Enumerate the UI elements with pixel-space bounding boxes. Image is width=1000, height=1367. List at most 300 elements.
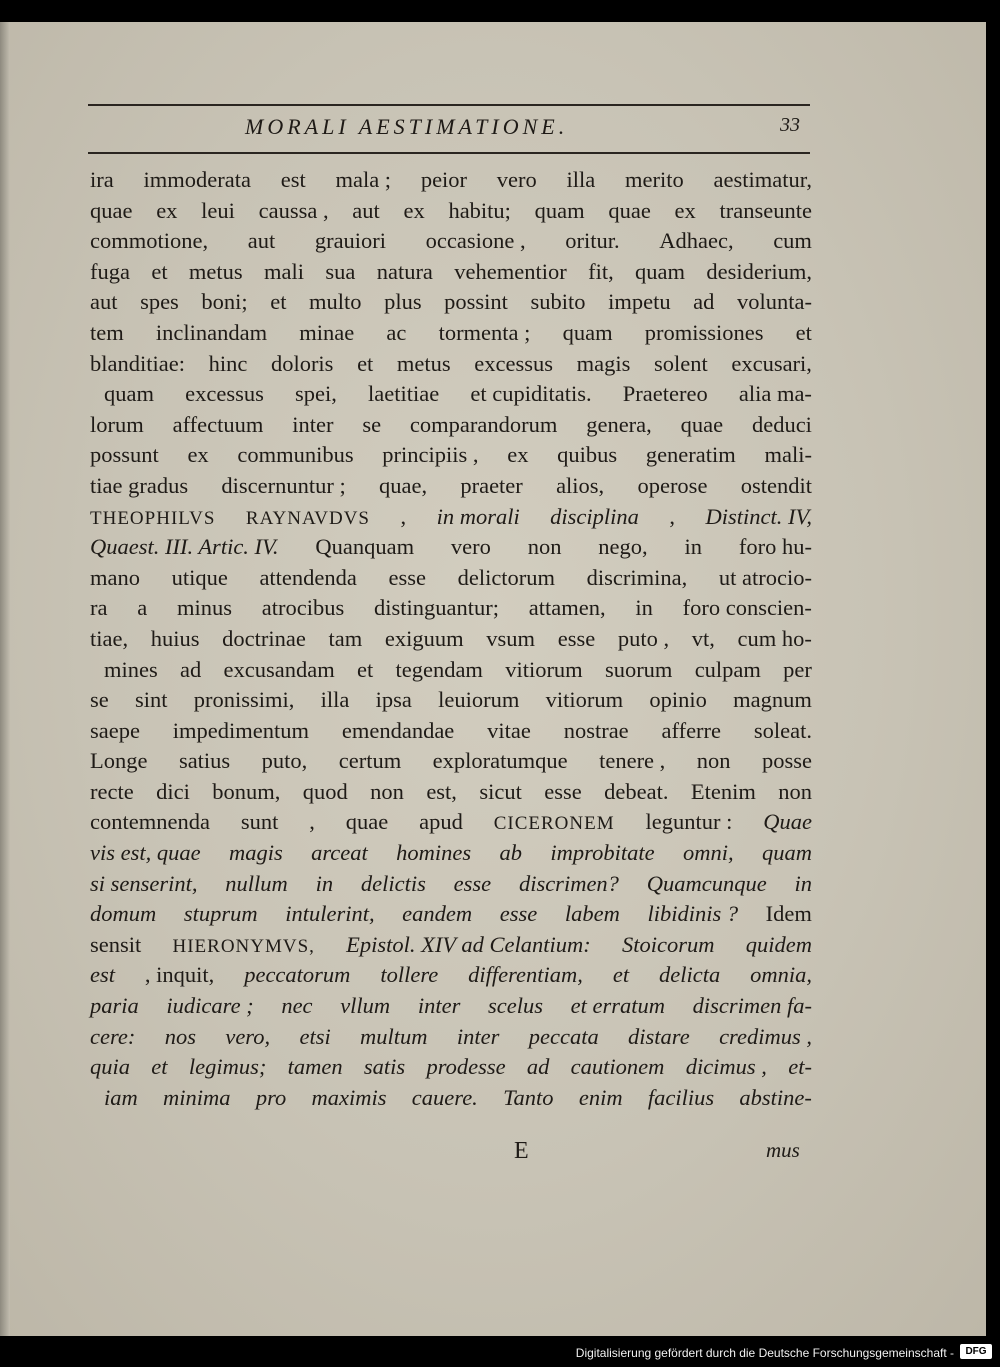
text-word: cautionem xyxy=(570,1054,665,1080)
text-word: natura xyxy=(376,258,433,284)
text-word: discrimen? xyxy=(518,870,619,896)
text-line xyxy=(90,746,812,777)
text-word: excessus xyxy=(185,381,264,407)
text-word: cum ho- xyxy=(737,625,812,651)
text-word: magis xyxy=(576,350,631,376)
text-word: aut xyxy=(247,228,276,254)
dfg-logo: DFG xyxy=(960,1344,992,1359)
text-word: delictorum xyxy=(457,564,556,590)
text-line xyxy=(90,226,812,257)
text-word: Distinct. IV, xyxy=(705,503,812,529)
text-line xyxy=(90,807,812,838)
text-word: utique xyxy=(171,564,228,590)
text-word: tam xyxy=(328,625,363,651)
text-word: et xyxy=(151,1054,168,1080)
text-line xyxy=(90,655,812,686)
text-word: RAYNAVDVS xyxy=(245,507,370,529)
text-word: delicta xyxy=(658,962,721,988)
text-word: genera, xyxy=(586,411,652,437)
text-word: domum xyxy=(90,901,157,927)
text-word: in xyxy=(635,595,653,621)
text-word: quae xyxy=(680,411,724,437)
text-line xyxy=(90,410,812,441)
text-word: ostendit xyxy=(740,472,812,498)
text-word: et xyxy=(151,258,168,284)
text-word: caussa , xyxy=(258,197,329,223)
text-word: Quae xyxy=(763,809,812,835)
text-word: oritur. xyxy=(565,228,620,254)
text-word: esse xyxy=(453,870,492,896)
text-word: magnum xyxy=(733,687,812,713)
text-line xyxy=(90,532,812,563)
text-word: leguntur : xyxy=(645,809,733,835)
body-text xyxy=(90,165,812,1113)
text-word: prodesse xyxy=(426,1054,506,1080)
text-word: sensit xyxy=(90,931,142,957)
text-word: transeunte xyxy=(719,197,812,223)
text-line xyxy=(90,1052,812,1083)
text-word: excusari, xyxy=(731,350,812,376)
text-word: lorum xyxy=(90,411,144,437)
text-word: Quamcunque xyxy=(646,870,767,896)
text-word: boni; xyxy=(201,289,248,315)
text-word: immoderata xyxy=(143,167,251,192)
text-word: metus xyxy=(188,258,243,284)
text-line xyxy=(90,287,812,318)
text-word: Stoicorum xyxy=(621,931,715,957)
text-word: differentiam, xyxy=(468,962,583,988)
text-word: spes xyxy=(140,289,179,315)
text-line xyxy=(90,930,812,961)
text-word: legimus; xyxy=(188,1054,267,1080)
text-word: multo xyxy=(309,289,362,315)
text-word: vero, xyxy=(225,1023,271,1049)
text-line xyxy=(90,349,812,380)
text-word: , xyxy=(669,503,676,529)
text-word: satius xyxy=(178,748,231,774)
text-word: et erratum xyxy=(570,993,665,1019)
text-word: stuprum xyxy=(183,901,258,927)
text-word: facilius xyxy=(647,1084,715,1110)
text-word: culpam xyxy=(694,656,761,682)
text-word: per xyxy=(783,656,812,682)
digitization-credit: Digitalisierung gefördert durch die Deutsche Forschungsgemeinschaft - xyxy=(575,1346,954,1360)
text-word: minus xyxy=(176,595,232,621)
text-word: vitiorum xyxy=(545,687,624,713)
text-word: cere: xyxy=(90,1023,136,1049)
text-word: mala ; xyxy=(335,167,392,192)
text-word: quidem xyxy=(745,931,812,957)
text-word: aut xyxy=(90,289,118,315)
text-word: doloris xyxy=(270,350,334,376)
text-word: se xyxy=(362,411,382,437)
header-rule-top xyxy=(88,104,810,106)
text-word: vis est, quae xyxy=(90,840,201,866)
text-word: saepe xyxy=(90,717,140,743)
text-word: excusandam xyxy=(223,656,335,682)
text-word: eandem xyxy=(402,901,473,927)
text-word: ipsa xyxy=(375,687,412,713)
text-word: ad xyxy=(180,656,202,682)
text-word: hinc xyxy=(208,350,248,376)
text-word: ex xyxy=(674,197,696,223)
text-word: operose xyxy=(637,472,708,498)
text-word: paria xyxy=(90,993,139,1019)
text-word: quae xyxy=(90,197,133,223)
text-word: possint xyxy=(444,289,508,315)
text-word: quibus xyxy=(557,442,618,468)
text-word: intulerint, xyxy=(285,901,375,927)
text-word: discrimina, xyxy=(586,564,688,590)
text-word: alios, xyxy=(556,472,605,498)
text-line xyxy=(90,379,812,410)
text-word: omni, xyxy=(682,840,734,866)
text-word: discrimen fa- xyxy=(692,993,812,1019)
text-word: quam xyxy=(534,197,585,223)
text-word: ab xyxy=(499,840,523,866)
text-word: impedimentum xyxy=(172,717,310,743)
text-word: exiguum xyxy=(384,625,464,651)
text-word: ex xyxy=(403,197,425,223)
text-line xyxy=(90,716,812,747)
text-word: deduci xyxy=(751,411,812,437)
text-word: foro conscien- xyxy=(682,595,812,621)
text-word: sunt xyxy=(240,809,279,835)
text-word: nec xyxy=(281,993,313,1019)
text-word: , xyxy=(309,809,315,835)
text-word: aestimatur, xyxy=(713,167,812,192)
text-word: alia ma- xyxy=(738,381,812,407)
text-word: subito xyxy=(530,289,586,315)
text-word: attamen, xyxy=(528,595,606,621)
text-word: leui xyxy=(201,197,235,223)
text-line xyxy=(90,1083,812,1114)
text-word: inter xyxy=(456,1023,500,1049)
text-line xyxy=(90,440,812,471)
text-word: emendandae xyxy=(341,717,455,743)
text-word: arceat xyxy=(311,840,368,866)
text-word: illa xyxy=(566,167,596,192)
header-rule-bottom xyxy=(88,152,810,154)
text-word: affectuum xyxy=(172,411,264,437)
text-word: et- xyxy=(788,1054,812,1080)
text-word: ut atrocio- xyxy=(718,564,812,590)
text-word: generatim xyxy=(645,442,736,468)
text-line xyxy=(90,777,812,808)
catchword: mus xyxy=(766,1138,800,1162)
text-word: se xyxy=(90,687,109,713)
text-word: atrocibus xyxy=(261,595,345,621)
text-word: ac xyxy=(386,319,407,345)
text-word: non xyxy=(778,778,812,804)
text-word: nos xyxy=(164,1023,196,1049)
text-word: quod xyxy=(302,778,348,804)
text-word: abstine- xyxy=(739,1084,812,1110)
text-word: vitiorum xyxy=(505,656,583,682)
text-word: afferre xyxy=(661,717,722,743)
text-line xyxy=(90,991,812,1022)
text-line xyxy=(90,471,812,502)
text-word: pro xyxy=(255,1084,287,1110)
text-word: delictis xyxy=(360,870,426,896)
text-word: tollere xyxy=(380,962,439,988)
book-page xyxy=(0,22,986,1336)
text-word: in morali xyxy=(436,503,520,529)
text-word: habitu; xyxy=(448,197,511,223)
text-word: libidinis ? xyxy=(647,901,739,927)
text-word: vero xyxy=(496,167,537,192)
text-word: inclinandam xyxy=(155,319,268,345)
text-word: esse xyxy=(499,901,538,927)
text-line xyxy=(90,899,812,930)
text-word: , xyxy=(400,503,407,529)
text-word: tiae gradus xyxy=(90,472,189,498)
text-word: aut xyxy=(352,197,380,223)
text-word: satis xyxy=(363,1054,406,1080)
text-word: est, xyxy=(426,778,457,804)
text-word: esse xyxy=(557,625,596,651)
text-word: mines xyxy=(104,656,158,682)
text-word: tenere , xyxy=(599,748,666,774)
text-word: CICERONEM xyxy=(493,813,615,835)
text-word: Idem xyxy=(765,901,812,927)
text-word: contemnenda xyxy=(90,809,210,835)
text-word: desiderium, xyxy=(706,258,812,284)
text-word: apud xyxy=(419,809,463,835)
text-word: sicut xyxy=(479,778,522,804)
text-word: plus xyxy=(384,289,422,315)
text-word: ex xyxy=(156,197,178,223)
text-word: soleat. xyxy=(753,717,812,743)
text-line xyxy=(90,869,812,900)
text-word: quae xyxy=(608,197,651,223)
text-word: et xyxy=(270,289,287,315)
text-word: cum xyxy=(773,228,812,254)
text-word: Tanto xyxy=(503,1084,554,1110)
text-word: a xyxy=(137,595,148,621)
text-word: ra xyxy=(90,595,108,621)
text-word: commotione, xyxy=(90,228,209,254)
text-word: cauere. xyxy=(411,1084,478,1110)
text-word: quam xyxy=(635,258,686,284)
text-word: leuiorum xyxy=(438,687,520,713)
text-line xyxy=(90,563,812,594)
text-word: tem xyxy=(90,319,124,345)
text-word: bonum, xyxy=(212,778,281,804)
text-word: quam xyxy=(104,381,154,407)
text-word: multum xyxy=(360,1023,428,1049)
text-word: distinguantur; xyxy=(373,595,499,621)
text-word: Adhaec, xyxy=(659,228,734,254)
text-word: puto , xyxy=(617,625,670,651)
text-word: exploratumque xyxy=(432,748,568,774)
text-word: debeat. xyxy=(604,778,669,804)
text-word: mali- xyxy=(764,442,812,468)
text-word: vsum xyxy=(486,625,536,651)
text-word: dici xyxy=(156,778,190,804)
text-word: et xyxy=(356,656,374,682)
text-word: tormenta ; xyxy=(438,319,531,345)
text-word: Etenim xyxy=(690,778,756,804)
text-word: in xyxy=(315,870,334,896)
text-word: grauiori xyxy=(314,228,387,254)
text-word: fit, xyxy=(588,258,614,284)
text-word: tamen xyxy=(287,1054,343,1080)
text-word: labem xyxy=(564,901,620,927)
text-word: enim xyxy=(578,1084,623,1110)
signature-mark: E xyxy=(514,1138,530,1164)
text-word: esse xyxy=(544,778,582,804)
text-word: principiis , xyxy=(382,442,479,468)
text-word: solent xyxy=(653,350,708,376)
text-word: quae xyxy=(345,809,389,835)
text-word: quam xyxy=(761,840,812,866)
text-word: sua xyxy=(325,258,356,284)
running-title: MORALI AESTIMATIONE. xyxy=(245,114,569,139)
text-word: distare xyxy=(628,1023,690,1049)
text-line xyxy=(90,502,812,533)
text-word: nullum xyxy=(225,870,288,896)
text-word: non xyxy=(370,778,404,804)
text-word: promissiones xyxy=(644,319,764,345)
text-word: et xyxy=(612,962,630,988)
text-word: vero xyxy=(450,534,491,560)
text-word: volunta- xyxy=(736,289,812,315)
text-word: HIERONYMVS, xyxy=(172,935,315,957)
text-word: tegendam xyxy=(395,656,483,682)
text-line xyxy=(90,685,812,716)
text-word: sint xyxy=(135,687,168,713)
text-word: suorum xyxy=(604,656,673,682)
text-line xyxy=(90,165,812,196)
text-word: scelus xyxy=(487,993,543,1019)
text-word: minae xyxy=(299,319,355,345)
text-line xyxy=(90,318,812,349)
text-word: Epistol. XIV ad Celantium: xyxy=(346,931,591,957)
text-word: disciplina xyxy=(550,503,639,529)
text-word: spei, xyxy=(295,381,337,407)
text-word: iam xyxy=(104,1084,138,1110)
text-word: THEOPHILVS xyxy=(90,507,216,529)
text-line xyxy=(90,624,812,655)
text-line xyxy=(90,960,812,991)
text-word: fuga xyxy=(90,258,130,284)
text-line xyxy=(90,1022,812,1053)
text-word: Quaest. III. Artic. IV. xyxy=(90,534,279,560)
text-word: merito xyxy=(625,167,684,192)
text-word: nostrae xyxy=(563,717,629,743)
text-word: et xyxy=(795,319,812,345)
text-word: attendenda xyxy=(259,564,357,590)
text-word: impetu xyxy=(608,289,671,315)
text-word: et xyxy=(357,350,374,376)
text-word: communibus xyxy=(237,442,354,468)
text-line xyxy=(90,196,812,227)
text-word: peior xyxy=(420,167,468,192)
text-word: credimus , xyxy=(719,1023,812,1049)
text-word: doctrinae xyxy=(222,625,306,651)
text-word: comparandorum xyxy=(409,411,558,437)
text-word: non xyxy=(696,748,731,774)
text-word: dicimus , xyxy=(685,1054,767,1080)
text-word: peccatorum xyxy=(244,962,351,988)
text-word: in xyxy=(684,534,703,560)
text-word: puto, xyxy=(261,748,308,774)
text-word: non xyxy=(527,534,562,560)
text-word: Longe xyxy=(90,748,148,774)
text-word: vitae xyxy=(487,717,531,743)
text-word: si senserint, xyxy=(90,870,198,896)
text-word: quam xyxy=(562,319,613,345)
text-word: et cupiditatis. xyxy=(470,381,592,407)
text-word: tiae, xyxy=(90,625,129,651)
text-word: quia xyxy=(90,1054,131,1080)
text-word: , inquit, xyxy=(144,962,215,988)
text-word: possunt xyxy=(90,442,159,468)
text-word: ex xyxy=(507,442,529,468)
text-word: iudicare ; xyxy=(166,993,254,1019)
text-word: Praetereo xyxy=(622,381,708,407)
text-word: omnia, xyxy=(750,962,812,988)
page-number: 33 xyxy=(780,114,800,136)
text-word: ira xyxy=(90,167,114,192)
text-word: homines xyxy=(396,840,472,866)
text-word: pronissimi, xyxy=(193,687,295,713)
text-word: recte xyxy=(90,778,134,804)
text-word: ad xyxy=(526,1054,550,1080)
scan-credit-bar xyxy=(0,1336,1000,1367)
text-word: praeter xyxy=(460,472,523,498)
text-word: illa xyxy=(320,687,350,713)
text-word: minima xyxy=(163,1084,231,1110)
text-word: est xyxy=(90,962,115,988)
text-word: huius xyxy=(150,625,200,651)
text-word: ad xyxy=(693,289,715,315)
text-word: mali xyxy=(264,258,305,284)
text-word: quae, xyxy=(378,472,428,498)
text-word: improbitate xyxy=(550,840,655,866)
text-word: etsi xyxy=(299,1023,331,1049)
text-word: blanditiae: xyxy=(90,350,185,376)
text-line xyxy=(90,838,812,869)
text-word: foro hu- xyxy=(738,534,812,560)
text-word: laetitiae xyxy=(368,381,440,407)
text-word: metus xyxy=(396,350,451,376)
text-word: est xyxy=(280,167,306,192)
text-word: occasione , xyxy=(425,228,526,254)
text-word: ex xyxy=(187,442,209,468)
text-word: discernuntur ; xyxy=(221,472,346,498)
text-word: vt, xyxy=(691,625,715,651)
text-line xyxy=(90,257,812,288)
text-word: excessus xyxy=(474,350,554,376)
text-word: in xyxy=(794,870,812,896)
text-word: nego, xyxy=(598,534,648,560)
text-word: vehementior xyxy=(454,258,567,284)
text-word: inter xyxy=(292,411,334,437)
text-word: certum xyxy=(338,748,402,774)
text-line xyxy=(90,593,812,624)
text-word: opinio xyxy=(649,687,707,713)
text-word: maximis xyxy=(311,1084,387,1110)
text-word: Quanquam xyxy=(315,534,415,560)
page-gutter-shadow xyxy=(0,22,10,1336)
text-word: vllum xyxy=(340,993,391,1019)
text-word: magis xyxy=(228,840,283,866)
text-word: mano xyxy=(90,564,140,590)
text-word: peccata xyxy=(528,1023,599,1049)
text-word: inter xyxy=(417,993,461,1019)
